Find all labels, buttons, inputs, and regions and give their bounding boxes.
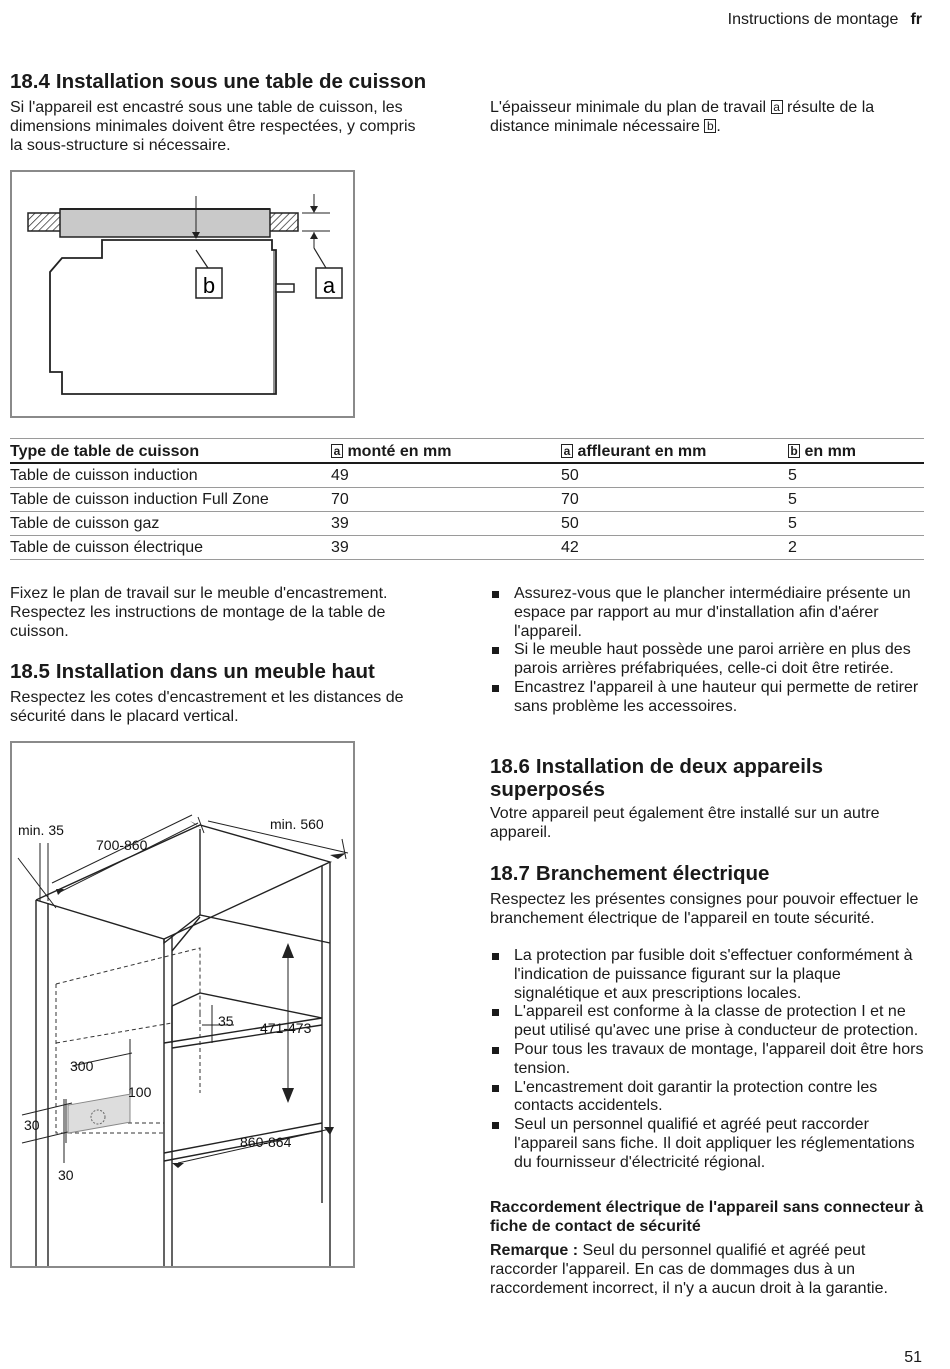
table-header-row (10, 439, 924, 463)
dim-30-left: 30 (24, 1117, 40, 1133)
section-title: Installation sous une table de cuisson (55, 70, 427, 93)
section-18-6-text: Votre appareil peut également être installé sur un autre appareil. (490, 805, 880, 841)
header-mounted (331, 439, 561, 463)
dim-700-860: 700-860 (96, 837, 148, 853)
text-part: résulte de la distance minimale nécessaire (490, 99, 875, 135)
table-cell: 39 (331, 511, 561, 535)
section-number: 18.4 (10, 70, 50, 93)
dim-100: 100 (128, 1084, 152, 1100)
label-a-box: a (771, 100, 783, 114)
dim-300: 300 (70, 1058, 94, 1074)
section-number: 18.5 (10, 660, 50, 683)
electrical-bullets (490, 947, 930, 1173)
section-title: Installation dans un meuble haut (55, 660, 375, 683)
table-cell: 2 (788, 535, 924, 559)
label-b-box: b (788, 444, 800, 458)
section-18-7-intro: Respectez les présentes consignes pour pouvoir effectuer le branchement électrique de l'appareil en toute sécurité. (490, 891, 919, 927)
list-item: Si le meuble haut possède une paroi arrière en plus des parois arrières préfabriquées, celle-ci doit être retirée. (490, 641, 930, 679)
appliance-outline (50, 240, 276, 394)
label-a-box: a (331, 444, 343, 458)
table-cell: 70 (331, 487, 561, 511)
table-cell: Table de cuisson induction (10, 463, 331, 487)
header-b (788, 439, 924, 463)
list-item: Assurez-vous que le plancher intermédiaire présente un espace par rapport au mur d'installation afin d'aérer l'appareil. (490, 585, 930, 641)
dim-471-473: 471-473 (260, 1020, 312, 1036)
cooktop-table (10, 439, 924, 560)
subheading-connection: Raccordement électrique de l'appareil sans connecteur à fiche de contact de sécurité (490, 1199, 924, 1235)
text-part: L'épaisseur minimale du plan de travail (490, 99, 767, 116)
ventilation-bullets (490, 585, 930, 717)
section-18-6-heading (490, 755, 930, 801)
section-18-7-heading (490, 862, 930, 885)
section-title: Branchement électrique (535, 862, 770, 885)
section-number: 18.6 (490, 755, 530, 778)
table-cell: 50 (561, 463, 788, 487)
header-text: affleurant en mm (577, 442, 707, 460)
header-flush (561, 439, 788, 463)
section-18-4-right-text (490, 99, 930, 137)
page-header (728, 11, 922, 29)
table-cell: Table de cuisson induction Full Zone (10, 487, 331, 511)
table-row (10, 463, 924, 487)
section-18-4-heading (10, 70, 610, 93)
list-item: Pour tous les travaux de montage, l'appareil doit être hors tension. (490, 1041, 930, 1079)
section-number: 18.7 (490, 862, 530, 885)
table-cell: Table de cuisson gaz (10, 511, 331, 535)
label-a-box: a (561, 444, 573, 458)
text-part: . (716, 117, 721, 135)
section-title: Installation de deux appareils (535, 755, 823, 778)
table-row (10, 487, 924, 511)
header-type: Type de table de cuisson (10, 439, 331, 463)
dim-35: 35 (218, 1013, 234, 1029)
remark-label: Remarque : (490, 1242, 579, 1259)
cooktop-diagram (10, 170, 355, 418)
table-cell: 49 (331, 463, 561, 487)
list-item: L'appareil est conforme à la classe de protection I et ne peut utilisé qu'avec une prise à conducteur de protection. (490, 1003, 930, 1041)
cooktop-diagram-svg (12, 172, 353, 416)
cooktop (60, 209, 270, 237)
figure-label-a: a (322, 273, 336, 298)
remark-paragraph (490, 1242, 930, 1298)
list-item: Encastrez l'appareil à une hauteur qui permette de retirer sans problème les accessoires. (490, 679, 930, 717)
dim-min-560: min. 560 (270, 816, 324, 832)
section-18-5-intro: Respectez les cotes d'encastrement et les distances de sécurité dans le placard vertical. (10, 689, 404, 725)
table-cell: Table de cuisson électrique (10, 535, 331, 559)
table-cell: 5 (788, 463, 924, 487)
table-cell: 5 (788, 487, 924, 511)
table-cell: 70 (561, 487, 788, 511)
tall-cabinet-diagram (10, 741, 355, 1268)
table-cell: 39 (331, 535, 561, 559)
header-text: monté en mm (347, 442, 452, 460)
table-cell: 42 (561, 535, 788, 559)
header-text: en mm (804, 442, 857, 460)
table-row (10, 535, 924, 559)
table-cell: 5 (788, 511, 924, 535)
label-b-box: b (704, 119, 716, 133)
section-18-5-heading (10, 660, 450, 683)
page-number: 51 (904, 1349, 922, 1366)
header-title: Instructions de montage (727, 11, 899, 28)
list-item: L'encastrement doit garantir la protection contre les contacts accidentels. (490, 1079, 930, 1117)
table-row (10, 511, 924, 535)
remark-text: Seul du personnel qualifié et agréé peut raccorder l'appareil. En cas de dommages dus à un raccordement incorrect, il n'y a aucun droit à la garantie. (490, 1242, 888, 1297)
section-title-line2: superposés (490, 778, 606, 801)
list-item: La protection par fusible doit s'effectuer conformément à l'indication de puissance figurant sur la plaque signalétique et aux prescriptions locales. (490, 947, 930, 1003)
fix-worktop-text: Fixez le plan de travail sur le meuble d'encastrement. Respectez les instructions de montage de la table de cuisson. (10, 585, 388, 640)
dim-30-bottom: 30 (58, 1167, 74, 1183)
dim-860-864: 860-864 (240, 1134, 292, 1150)
tall-cabinet-diagram-svg (12, 743, 353, 1266)
table-cell: 50 (561, 511, 788, 535)
section-18-4-intro: Si l'appareil est encastré sous une table de cuisson, les dimensions minimales doivent être respectées, y compris la sous-structure si nécessaire. (10, 99, 416, 154)
figure-label-b: b (202, 273, 216, 298)
header-lang: fr (910, 11, 922, 28)
dim-min-35: min. 35 (18, 822, 64, 838)
list-item: Seul un personnel qualifié et agréé peut raccorder l'appareil sans fiche. Il doit appliquer les réglementations du fournisseur d'électricité régional. (490, 1116, 930, 1172)
